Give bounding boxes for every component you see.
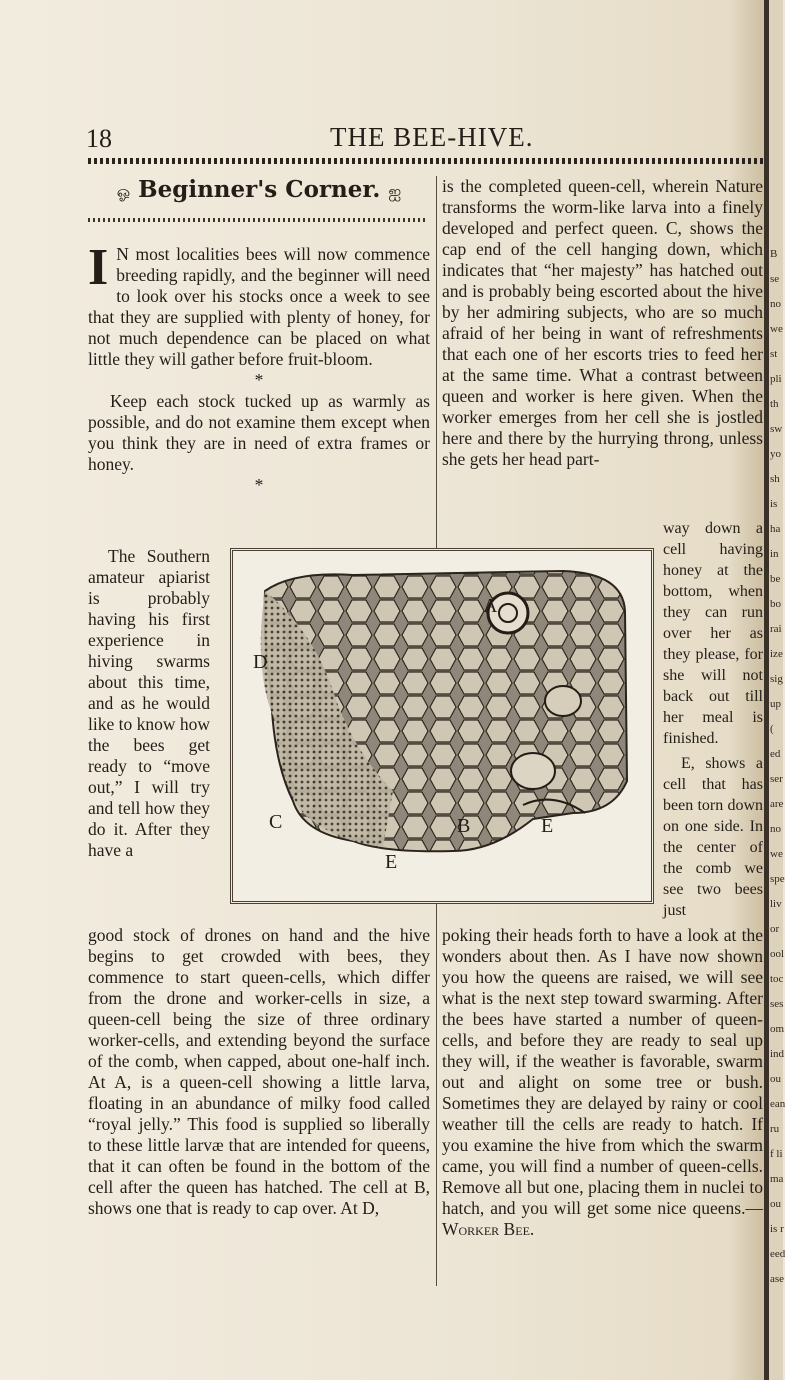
left-column-bottom bbox=[88, 925, 430, 1219]
adjacent-page-fragment: B bbox=[770, 248, 778, 260]
figure-label-d: D bbox=[253, 651, 268, 673]
adjacent-page-fragment: ind bbox=[770, 1048, 785, 1060]
honeycomb-illustration bbox=[230, 548, 654, 904]
adjacent-page-fragment: toc bbox=[770, 973, 784, 985]
running-head: THE BEE-HIVE. bbox=[330, 122, 534, 152]
adjacent-page-fragment: or bbox=[770, 923, 780, 935]
adjacent-page-fragment: om bbox=[770, 1023, 785, 1035]
adjacent-page-fragment: liv bbox=[770, 898, 782, 910]
adjacent-page-fragment: sw bbox=[770, 423, 783, 435]
adjacent-page-fragment: ed bbox=[770, 748, 781, 760]
continued-paragraph: is the completed queen-cell, wherein Nature transforms the worm-like larva into a finely developed and perfect queen. C, shows the cap end of the cell hanging down, which indicates that “her majesty” has hatched out and is probably being escorted about the hive by her admiring subjects, who are so much afraid of her being in want of refreshments that each one of her escorts tries to feed her at the same time. What a contrast between queen and worker is here given. When the worker emerges from her cell she is jostled here and there by the hurrying throng, unless she gets her head part- bbox=[442, 176, 763, 469]
adjacent-page-fragment: rai bbox=[770, 623, 782, 635]
adjacent-page-fragment: th bbox=[770, 398, 779, 410]
right-narrow-text-1: way down a cell having honey at the bottom, when they can run over her as they please, for she will not back out till her meal is finished. bbox=[663, 520, 763, 747]
adjacent-page-fragment: are bbox=[770, 798, 784, 810]
figure-label-e-right: E bbox=[541, 815, 554, 837]
paragraph-3: The Southern amateur apiarist is probably having his first experience in hiving swarms about this time, and as he would like to know how the bees get ready to “move out,” I will try and tell how they do it. After they have a bbox=[88, 546, 211, 860]
adjacent-page-fragment: in bbox=[770, 548, 779, 560]
paragraph-3-continued: good stock of drones on hand and the hive begins to get crowded with bees, they commence to start queen-cells, which differ from the drone and worker-cells in size, a queen-cell being the size of three ordinary worker-cells, and extending beyond the surface of the comb, when capped, about one-half inch. At A, is a queen-cell showing a little larva, floating in an abundance of milky food called “royal jelly.” This food is supplied so liberally to these little larvæ that are intended for queens, that it can often be found in the bottom of the cell after the queen has hatched. The cell at B, shows one that is ready to cap over. At D, bbox=[88, 925, 430, 1218]
right-flourish-icon: ஐ bbox=[388, 182, 402, 201]
title-rule bbox=[88, 218, 428, 222]
adjacent-page-fragment: spe bbox=[770, 873, 785, 885]
page-number: 18 bbox=[86, 124, 112, 153]
adjacent-page-fragment: ean bbox=[770, 1098, 785, 1110]
figure-label-b: B bbox=[457, 815, 471, 837]
adjacent-page-fragment: bo bbox=[770, 598, 781, 610]
closing-text: poking their heads forth to have a look at the wonders about then. As I have now shown you how the queens are raised, we will see what is the next step toward swarming. After the bees have started a number of queen-cells, and before they are ready to seal up they will, if the weather is favorable, swarm out and alight on some tree or bush. Sometimes they are delayed by rainy or cool weather till the cells are ready to hatch. If you examine the hive from which the swarm came, you will find a number of queen-cells. Remove all but one, placing them in nuclei to hatch, and you will get some nice queens.— bbox=[442, 925, 763, 1218]
figure-label-c: C bbox=[269, 811, 283, 833]
figure-label-a: A bbox=[483, 595, 498, 617]
adjacent-page-fragment: pli bbox=[770, 373, 782, 385]
right-narrow-text-2: E, shows a cell that has been torn down on one side. In the center of the comb we see two bees just bbox=[663, 755, 763, 919]
left-narrow-column bbox=[88, 546, 210, 861]
intro-text: N most localities bees will now commence breeding rapidly, and the beginner will need to look over his stocks once a week to see that they are supplied with plenty of honey, for not much dependence can be placed on what little they will gather before fruit-bloom. bbox=[88, 244, 430, 369]
comb-drawing bbox=[233, 551, 651, 901]
adjacent-page-fragment: no bbox=[770, 823, 781, 835]
adjacent-page-fragment: we bbox=[770, 323, 783, 335]
header-rule bbox=[88, 158, 764, 164]
adjacent-page-fragment: sig bbox=[770, 673, 783, 685]
adjacent-page-fragment: we bbox=[770, 848, 783, 860]
paragraph-2: Keep each stock tucked up as warmly as possible, and do not examine them except when you think they are in need of extra frames or honey. bbox=[88, 391, 430, 474]
adjacent-page-fragment: ser bbox=[770, 773, 783, 785]
separator-star-2: * bbox=[254, 475, 264, 495]
figure-label-e-left: E bbox=[385, 851, 398, 873]
adjacent-page-fragment: no bbox=[770, 298, 781, 310]
adjacent-page-fragment: eed bbox=[770, 1248, 785, 1260]
drop-cap: I bbox=[88, 239, 109, 296]
adjacent-page-fragment: f li bbox=[770, 1148, 783, 1160]
adjacent-page-fragment: ses bbox=[770, 998, 784, 1010]
separator-star: * bbox=[254, 370, 264, 390]
adjacent-page-fragment: ase bbox=[770, 1273, 785, 1285]
right-narrow-column bbox=[663, 518, 763, 921]
adjacent-page-fragment: ou bbox=[770, 1073, 781, 1085]
intro-paragraph bbox=[88, 239, 430, 370]
adjacent-page-fragment: ha bbox=[770, 523, 781, 535]
adjacent-page-fragment: ma bbox=[770, 1173, 784, 1185]
adjacent-page-fragment: sh bbox=[770, 473, 780, 485]
left-column-top bbox=[88, 239, 430, 496]
adjacent-page-fragment: is r bbox=[770, 1223, 784, 1235]
adjacent-page-fragment: yo bbox=[770, 448, 781, 460]
adjacent-page-fragment: is bbox=[770, 498, 778, 510]
right-column-bottom bbox=[442, 925, 763, 1240]
adjacent-page-fragment: up bbox=[770, 698, 781, 710]
adjacent-page-fragment: be bbox=[770, 573, 781, 585]
right-column-top bbox=[442, 176, 763, 470]
closing-paragraph bbox=[442, 925, 763, 1240]
left-flourish-icon: ஓ bbox=[116, 182, 131, 201]
adjacent-page-fragment: ru bbox=[770, 1123, 780, 1135]
adjacent-page-fragment: ool bbox=[770, 948, 785, 960]
adjacent-page-fragment: se bbox=[770, 273, 780, 285]
adjacent-page-fragment: ( bbox=[770, 723, 774, 735]
adjacent-page-fragment: st bbox=[770, 348, 778, 360]
column-title bbox=[88, 176, 430, 203]
adjacent-page-fragment: ize bbox=[770, 648, 783, 660]
adjacent-page-fragment: ou bbox=[770, 1198, 781, 1210]
column-title-text: Beginner's Corner. bbox=[138, 176, 381, 203]
author-signature: Worker Bee. bbox=[442, 1219, 535, 1239]
adjacent-page-edge bbox=[769, 0, 783, 1380]
